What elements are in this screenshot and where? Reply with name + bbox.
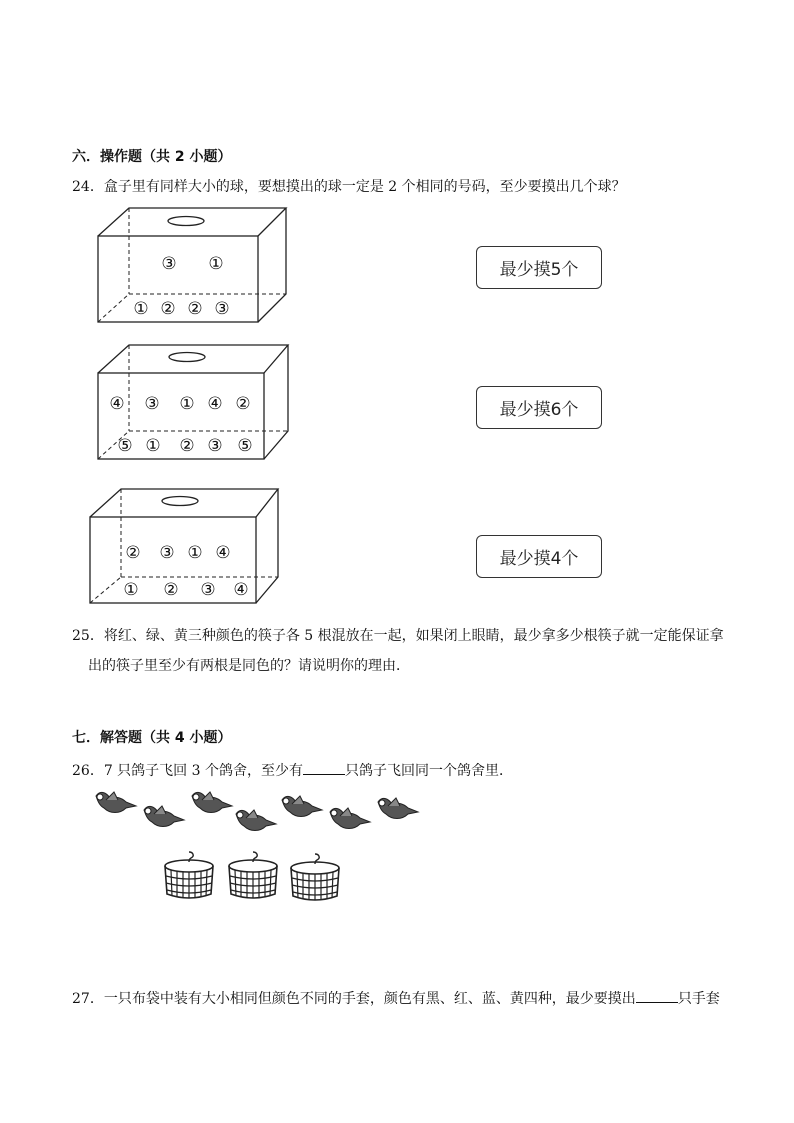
box-2-top-ball-5: ②: [235, 394, 251, 414]
section-6-title: 六．操作题（共 2 小题）: [72, 149, 232, 165]
box-2-bottom-ball-3: ②: [179, 436, 195, 456]
box-3-bottom-ball-1: ①: [123, 580, 139, 600]
box-1-top-ball-1: ③: [161, 254, 177, 274]
box-2-bottom-ball-1: ⑤: [117, 436, 133, 456]
pigeon-icon: [330, 808, 370, 829]
box-1-top-ball-2: ①: [208, 254, 224, 274]
box-2-top-ball-4: ④: [207, 394, 223, 414]
pigeons-illustration: [88, 782, 428, 840]
ball-box-1: [92, 205, 292, 327]
answer-box-2: 最少摸6个: [476, 386, 602, 429]
ball-box-3: [84, 486, 284, 608]
question-26-before: 26．7 只鸽子飞回 3 个鸽舍，至少有: [72, 763, 303, 779]
ball-box-2: [92, 342, 292, 464]
box-1-bottom-ball-4: ③: [214, 299, 230, 319]
pigeon-icon: [236, 810, 276, 831]
question-25-line-1: 25．将红、绿、黄三种颜色的筷子各 5 根混放在一起，如果闭上眼睛，最少拿多少根筷子就一定能保证拿: [72, 628, 724, 644]
box-3-bottom-ball-3: ③: [200, 580, 216, 600]
question-26-after: 只鸽子飞回同一个鸽舍里．: [344, 763, 513, 779]
pigeon-cages-illustration: [162, 850, 352, 902]
box-3-top-ball-3: ①: [187, 543, 203, 563]
box-3-bottom-ball-2: ②: [163, 580, 179, 600]
pigeon-icon: [192, 792, 232, 813]
question-27-before: 27．一只布袋中装有大小相同但颜色不同的手套，颜色有黑、红、蓝、黄四种，最少要摸出: [72, 991, 636, 1007]
pigeon-icon: [378, 798, 418, 819]
question-27-text: [72, 988, 720, 1008]
box-2-bottom-ball-5: ⑤: [237, 436, 253, 456]
pigeon-icon: [282, 796, 322, 817]
question-24-text: 24．盒子里有同样大小的球，要想摸出的球一定是 2 个相同的号码，至少要摸出几个球？: [72, 179, 626, 195]
box-2-top-ball-1: ④: [109, 394, 125, 414]
box-3-top-ball-4: ④: [215, 543, 231, 563]
question-25-line-2: 出的筷子里至少有两根是同色的？请说明你的理由．: [88, 658, 410, 674]
box-1-bottom-ball-1: ①: [133, 299, 149, 319]
question-26-text: [72, 760, 513, 780]
cage-icon: [165, 852, 213, 898]
answer-blank-26[interactable]: [303, 760, 345, 775]
answer-box-3: 最少摸4个: [476, 535, 602, 578]
cage-icon: [291, 854, 339, 900]
cage-icon: [229, 852, 277, 898]
box-3-top-ball-1: ②: [125, 543, 141, 563]
pigeon-icon: [144, 806, 184, 827]
question-27-after: 只手套: [677, 991, 720, 1007]
box-2-bottom-ball-4: ③: [207, 436, 223, 456]
answer-blank-27[interactable]: [636, 988, 678, 1003]
answer-box-1: 最少摸5个: [476, 246, 602, 289]
box-3-top-ball-2: ③: [159, 543, 175, 563]
box-1-bottom-ball-2: ②: [160, 299, 176, 319]
box-1-bottom-ball-3: ②: [187, 299, 203, 319]
pigeon-icon: [96, 792, 136, 813]
box-2-top-ball-2: ③: [144, 394, 160, 414]
section-7-title: 七．解答题（共 4 小题）: [72, 730, 232, 746]
box-2-top-ball-3: ①: [179, 394, 195, 414]
box-2-bottom-ball-2: ①: [145, 436, 161, 456]
box-3-bottom-ball-4: ④: [233, 580, 249, 600]
